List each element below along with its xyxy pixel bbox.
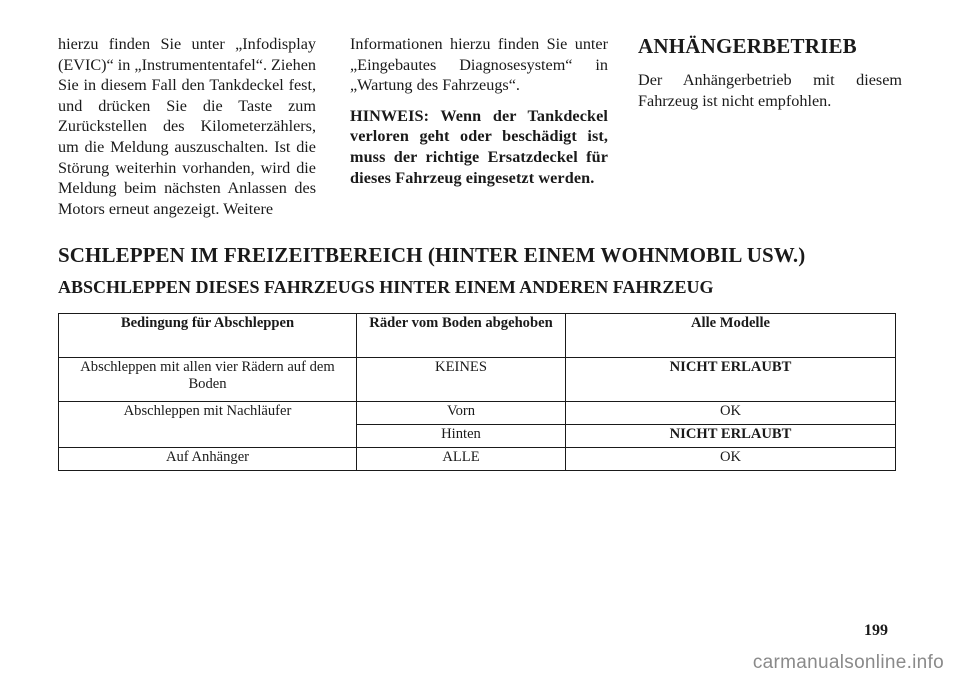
column-1 <box>58 34 316 219</box>
trailer-towing-heading: ANHÄNGERBETRIEB <box>638 34 857 58</box>
table-cell: Hinten <box>357 425 566 448</box>
column-3 <box>638 34 902 111</box>
column-2-text: Informationen hierzu finden Sie unter „Eingebautes Diagnosesystem“ in „Wartung des Fahrzeugs“. <box>350 35 608 95</box>
column-1-text: hierzu finden Sie unter „Infodisplay (EVIC)“ in „Instrumententafel“. Ziehen Sie in diesem Fall den Tankdeckel fest, und drücken Sie die Taste zum Zurückstellen des Kilometerzählers, um die Meldung auszuschalten. Ist die Störung weiterhin vorhanden, wird die Meldung beim nächsten Anlassen des Motors erneut angezeigt. Weitere <box>58 35 316 218</box>
table-cell: OK <box>566 448 896 471</box>
table-cell: OK <box>566 402 896 425</box>
table-header-condition: Bedingung für Abschleppen <box>59 314 357 358</box>
table-cell: Abschleppen mit Nachläufer <box>59 402 357 425</box>
trailer-towing-text: Der Anhängerbetrieb mit diesem Fahrzeug ist nicht empfohlen. <box>638 71 902 110</box>
table-cell <box>59 425 357 448</box>
column-2 <box>350 34 608 188</box>
table-cell: Vorn <box>357 402 566 425</box>
towing-this-vehicle-heading: ABSCHLEPPEN DIESES FAHRZEUGS HINTER EINEM ANDEREN FAHRZEUG <box>58 277 714 297</box>
table-cell: Abschleppen mit allen vier Rädern auf dem Boden <box>59 358 357 402</box>
table-cell: NICHT ERLAUBT <box>566 425 896 448</box>
towing-table <box>58 313 896 471</box>
table-row <box>59 358 896 402</box>
table-cell: NICHT ERLAUBT <box>566 358 896 402</box>
recreational-towing-heading: SCHLEPPEN IM FREIZEITBEREICH (HINTER EINEM WOHNMOBIL USW.) <box>58 243 806 267</box>
table-row <box>59 448 896 471</box>
table-cell: KEINES <box>357 358 566 402</box>
fuel-cap-note: HINWEIS: Wenn der Tankdeckel verloren geht oder beschädigt ist, muss der richtige Ersatzdeckel für dieses Fahrzeug eingesetzt werden. <box>350 106 608 187</box>
table-cell: ALLE <box>357 448 566 471</box>
table-header-wheels: Räder vom Boden abgehoben <box>357 314 566 358</box>
watermark: carmanualsonline.info <box>752 652 944 673</box>
table-row <box>59 402 896 425</box>
page-number: 199 <box>864 622 888 639</box>
table-row <box>59 425 896 448</box>
table-header-models: Alle Modelle <box>566 314 896 358</box>
table-header-row <box>59 314 896 358</box>
table-cell: Auf Anhänger <box>59 448 357 471</box>
